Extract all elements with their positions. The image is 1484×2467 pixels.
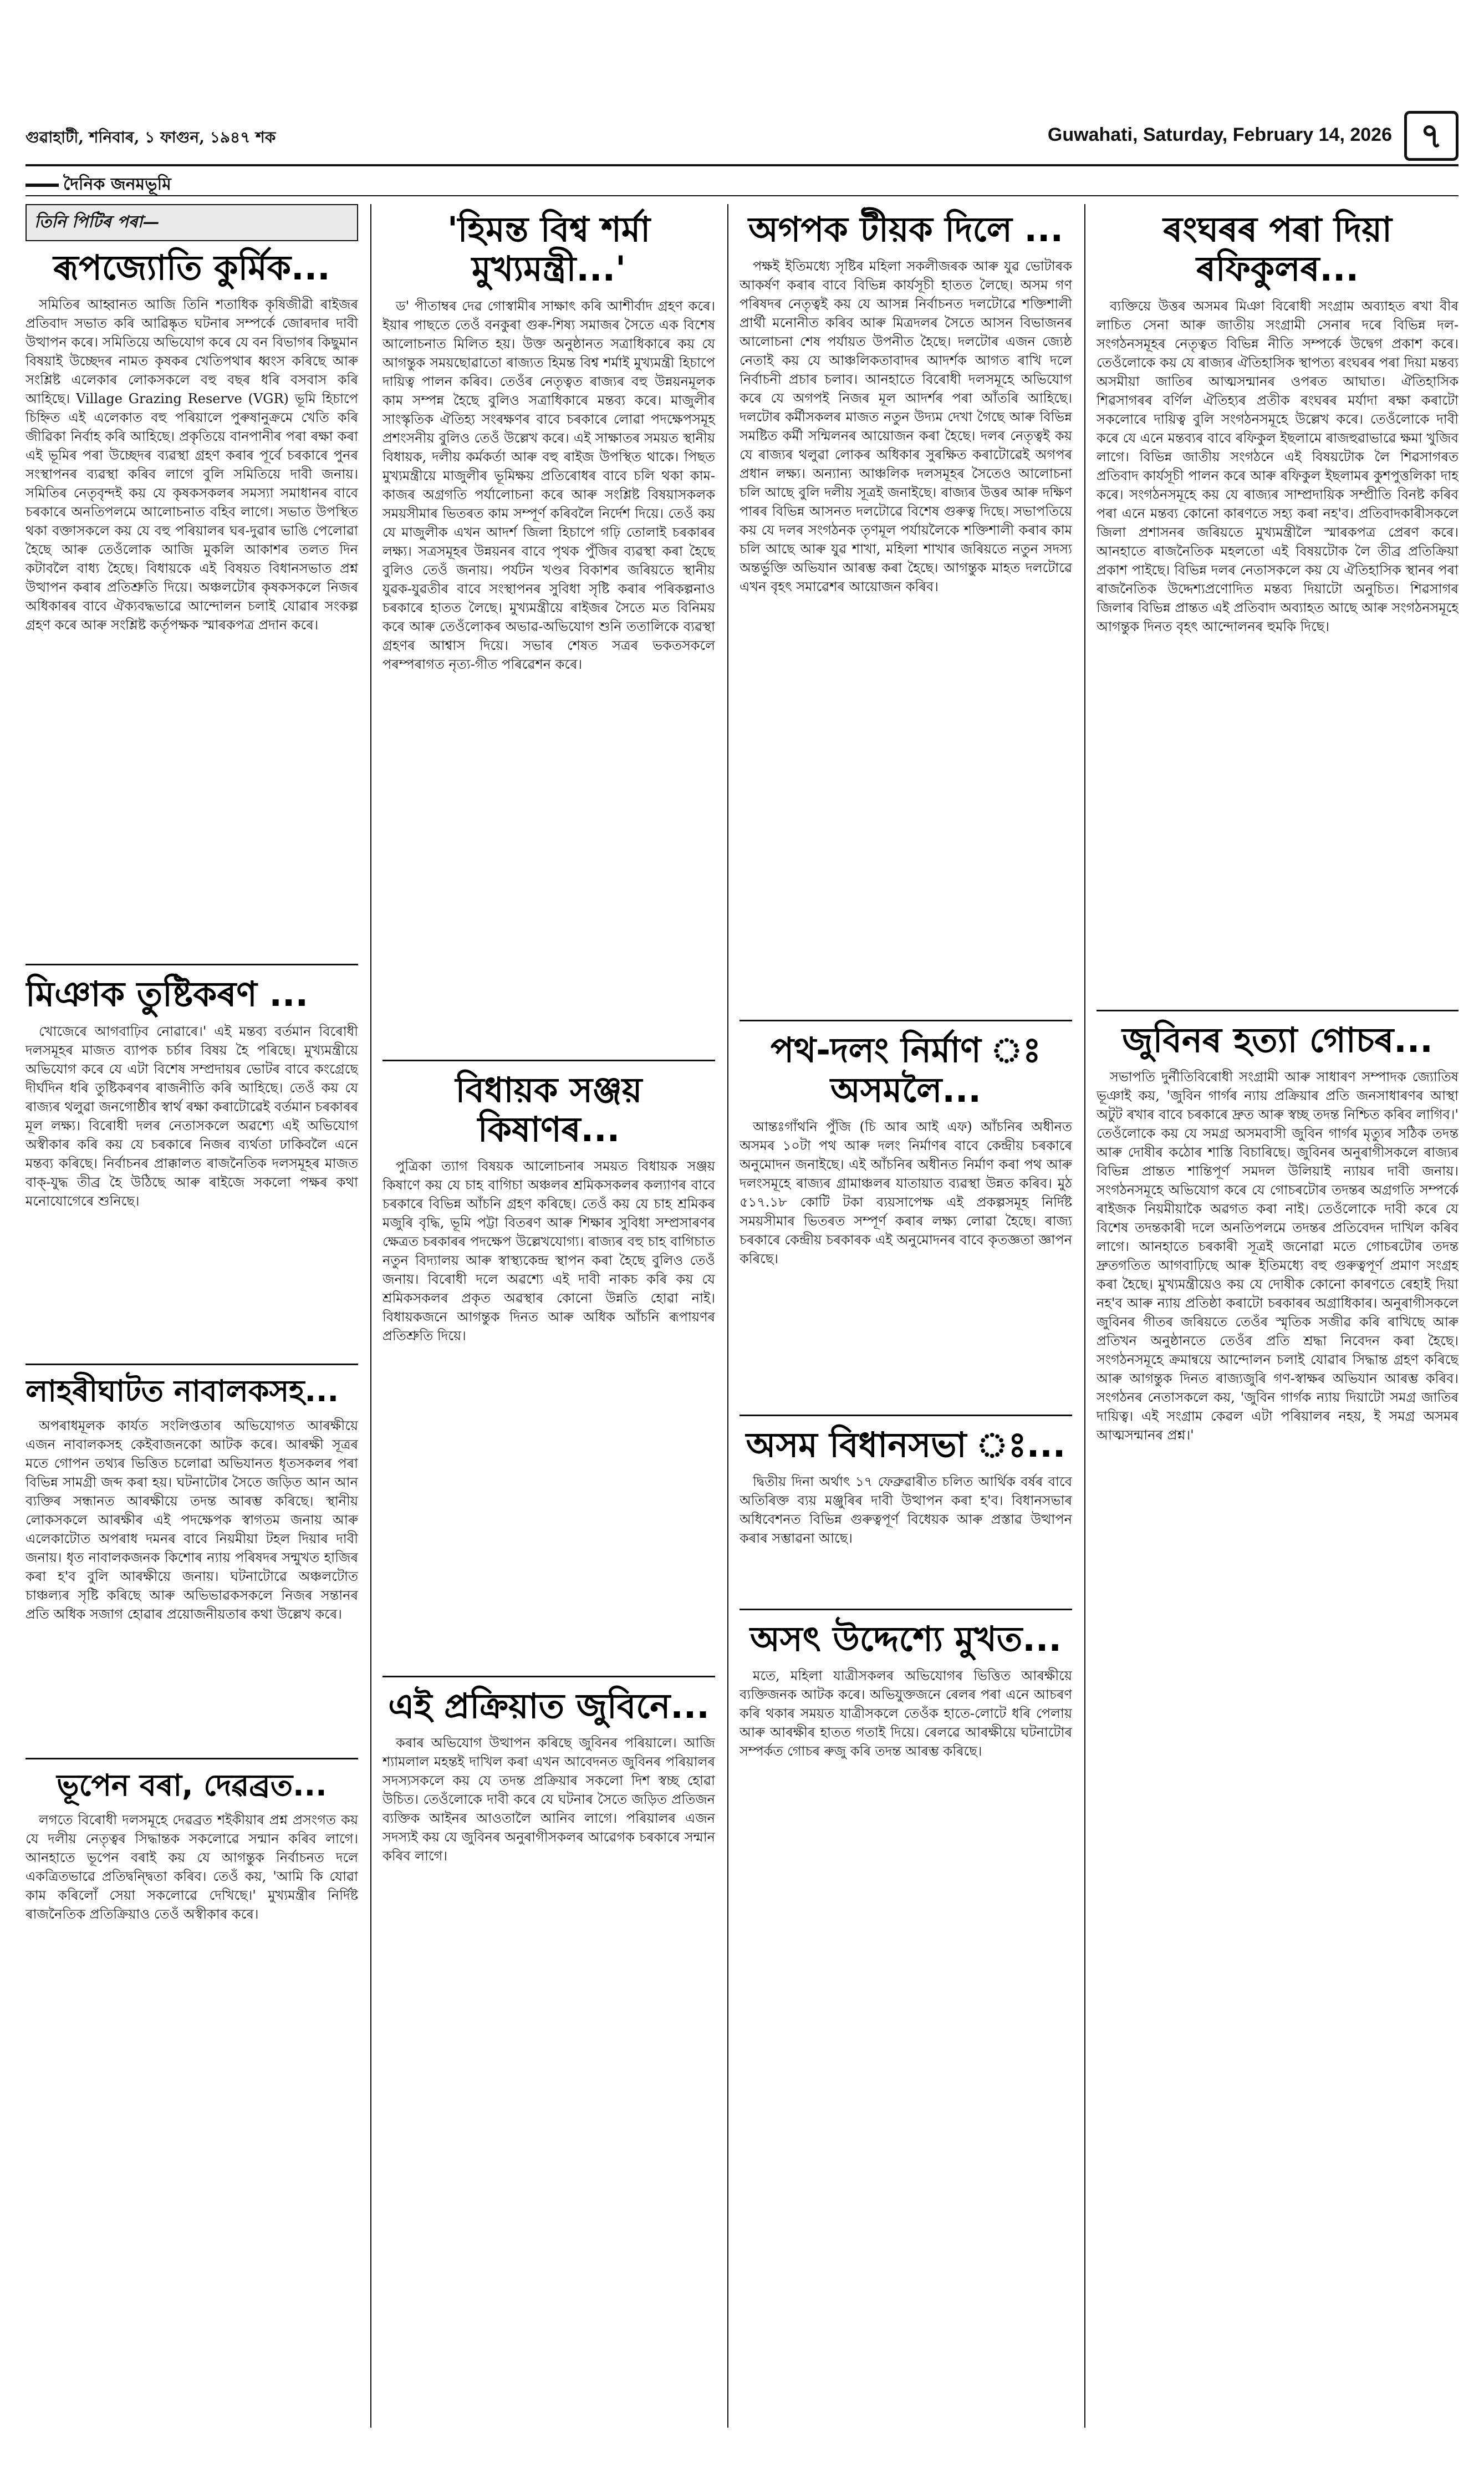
article-divider (383, 1060, 715, 1061)
article-divider (740, 1020, 1072, 1021)
article-body-bhupen-bora (26, 1810, 358, 2027)
article-body-sanjay-kishan (383, 1157, 715, 1667)
article-text: ড' পীতাম্বৰ দেৱ গোস্বামীৰ সাক্ষাৎ কৰি আশীৰ্বাদ গ্ৰহণ কৰে। ইয়াৰ পাছতে তেওঁ বনকুৰা গুৰু-শিষ্য সমাজৰ সৈতে এক বিশেষ আলোচনাত মিলিত হয়। উক্ত অনুষ্ঠানত সত্ৰাধিকাৰে কয় যে আগন্তুক সময়ছোৱাতো ৰাজ্যত হিমন্ত বিশ্ব শৰ্মাই মুখ্যমন্ত্ৰী হিচাপে দায়িত্ব পালন কৰিব। তেওঁৰ নেতৃত্বত ৰাজ্যৰ বহু উন্নয়নমূলক কাম সম্পন্ন হৈছে বুলিও সত্ৰাধিকাৰে মন্তব্য কৰে। মাজুলীৰ সাংস্কৃতিক ঐতিহ্য সংৰক্ষণৰ বাবে চৰকাৰে লোৱা পদক্ষেপসমূহ প্ৰশংসনীয় বুলিও তেওঁ উল্লেখ কৰে। এই সাক্ষাতৰ সময়ত স্থানীয় বিধায়ক, দলীয় কৰ্মকৰ্তা আৰু বহু ৰাইজ উপস্থিত থাকে। পিছত মুখ্যমন্ত্ৰীয়ে মাজুলীৰ ভূমিক্ষয় প্ৰতিৰোধৰ বাবে চলি থকা কাম-কাজৰ অগ্ৰগতি পৰ্যালোচনা কৰে আৰু সংশ্লিষ্ট বিষয়াসকলক সময়সীমাৰ ভিতৰত কাম সম্পূৰ্ণ কৰিবলৈ নিৰ্দেশ দিয়ে। তেওঁ কয় যে মাজুলীক এখন আদৰ্শ জিলা হিচাপে গঢ়ি তোলাই চৰকাৰৰ লক্ষ্য। সত্ৰসমূহৰ উন্নয়নৰ বাবে পৃথক পুঁজিৰ ব্যৱস্থা কৰা হৈছে বুলিও তেওঁ জনায়। পৰ্যটন খণ্ডৰ বিকাশৰ জৰিয়তে স্থানীয় যুৱক-যুৱতীৰ বাবে সংস্থাপনৰ সুবিধা সৃষ্টি কৰাৰ পৰিকল্পনাও চৰকাৰে হাতত লৈছে। মুখ্যমন্ত্ৰীয়ে ৰাইজৰ সৈতে মত বিনিময় কৰে আৰু তেওঁলোকৰ অভাৱ-অভিযোগ শুনি ততালিকে ব্যৱস্থা গ্ৰহণৰ আশ্বাস দিয়ে। সভাৰ শেষত সত্ৰৰ ভকতসকলে পৰম্পৰাগত নৃত্য-গীত পৰিৱেশন কৰে। (383, 298, 715, 672)
article-body-road-bridge (740, 1117, 1072, 1406)
article-body-himanta (383, 297, 715, 1051)
article-body-kurmi (26, 295, 358, 955)
article-body-lahorighat (26, 1416, 358, 1749)
headline-sanjay-kishan: বিধায়ক সঞ্জয় কিষাণৰ... (455, 1069, 642, 1149)
dateline-left: গুৱাহাটী, শনিবাৰ, ১ ফাগুন, ১৯৪৭ শক (26, 128, 276, 146)
article-text: খোজেৰে আগবাঢ়িব নোৱাৰে।' এই মন্তব্য বৰ্তমান বিৰোধী দলসমূহৰ মাজত ব্যাপক চৰ্চাৰ বিষয় হৈ পৰিছে। মুখ্যমন্ত্ৰীয়ে অভিযোগ কৰে যে এটা বিশেষ সম্প্ৰদায়ৰ ভোটৰ বাবে কংগ্ৰেছে দীৰ্ঘদিন ধৰি তুষ্টিকৰণৰ ৰাজনীতি কৰি আহিছে। তেওঁ কয় যে ৰাজ্যৰ থলুৱা জনগোষ্ঠীৰ স্বাৰ্থ ৰক্ষা কৰাটোৱেই বৰ্তমান চৰকাৰৰ মূল লক্ষ্য। বিৰোধী দলৰ নেতাসকলে অৱশ্যে এই অভিযোগ অস্বীকাৰ কৰি কয় যে চৰকাৰে নিজৰ ব্যৰ্থতা ঢাকিবলৈ এনে মন্তব্য কৰিছে। নিৰ্বাচনৰ প্ৰাক্কালত ৰাজনৈতিক দলসমূহৰ মাজত বাক্-যুদ্ধ তীব্ৰ হৈ উঠিছে আৰু ৰাইজে সকলো পক্ষৰ কথা মনোযোগেৰে শুনিছে। (26, 1023, 358, 1209)
article-divider (1097, 1010, 1458, 1011)
article-text: লগতে বিৰোধী দলসমূহে দেৱব্ৰত শইকীয়াৰ প্ৰশ্ন প্ৰসংগত কয় যে দলীয় নেতৃত্বৰ সিদ্ধান্তক সকলোৱে সন্মান কৰিব লাগে। আনহাতে ভূপেন বৰাই কয় যে আগন্তুক নিৰ্বাচনত দলে একত্ৰিতভাৱে প্ৰতিদ্বন্দ্বিতা কৰিব। তেওঁ কয়, 'আমি কি যোৱা কাম কৰিলোঁ সেয়া সকলোৱে দেখিছে।' মুখ্যমন্ত্ৰীৰ নিৰ্দিষ্ট ৰাজনৈতিক প্ৰতিক্ৰিয়াও তেওঁ অস্বীকাৰ কৰে। (26, 1812, 358, 1922)
article-text: অপৰাধমূলক কাৰ্যত সংলিপ্ততাৰ অভিযোগত আৰক্ষীয়ে এজন নাবালকসহ কেইবাজনকো আটক কৰে। আৰক্ষী সূত্ৰৰ মতে গোপন তথ্যৰ ভিত্তিত চলোৱা অভিযানত ধৃতসকলৰ পৰা বিভিন্ন সামগ্ৰী জব্দ কৰা হয়। ঘটনাটোৰ সৈতে জড়িত আন আন ব্যক্তিৰ সন্ধানত আৰক্ষীয়ে তদন্ত আৰম্ভ কৰিছে। স্থানীয় লোকসকলে আৰক্ষীৰ এই পদক্ষেপক স্বাগতম জনায় আৰু এলেকাটোত অপৰাধ দমনৰ বাবে নিয়মীয়া টহল দিয়াৰ দাবী জনায়। ধৃত নাবালকজনক কিশোৰ ন্যায় পৰিষদৰ সন্মুখত হাজিৰ কৰা হ'ব বুলি আৰক্ষীয়ে জনায়। ঘটনাটোৱে অঞ্চলটোত চাঞ্চল্যৰ সৃষ্টি কৰিছে আৰু অভিভাৱকসকলে নিজৰ সন্তানৰ প্ৰতি অধিক সজাগ হোৱাৰ প্ৰয়োজনীয়তাৰ কথা উল্লেখ কৰে। (26, 1417, 358, 1622)
headline-assembly: অসম বিধানসভা ঃ... (746, 1424, 1066, 1465)
column-3 (740, 204, 1072, 2428)
article-body-rafiqul (1097, 297, 1458, 1001)
headline-bhupen-bora: ভূপেন বৰা, দেৱব্ৰত... (57, 1767, 327, 1803)
headline-himanta: 'হিমন্ত বিশ্ব শৰ্মা মুখ্যমন্ত্ৰী...' (447, 209, 651, 289)
article-text: কৰাৰ অভিযোগ উত্থাপন কৰিছে জুবিনৰ পৰিয়ালে। আজি শ্যামলাল মহন্তই দাখিল কৰা এখন আবেদনত জুবিনৰ পৰিয়ালৰ সদস্যসকলে কয় যে তদন্ত প্ৰক্ৰিয়াৰ সকলো দিশ স্বচ্ছ হোৱা উচিত। তেওঁলোকে দাবী কৰে যে ঘটনাৰ সৈতে জড়িত প্ৰতিজন ব্যক্তিক আইনৰ আওতালৈ আনিব লাগে। পৰিয়ালৰ এজন সদস্যই কয় যে জুবিনৰ অনুৰাগীসকলৰ আৱেগক চৰকাৰে সন্মান কৰিব লাগে। (383, 1735, 715, 1864)
column-divider (727, 204, 728, 2428)
headline-road-bridge: পথ-দলং নিৰ্মাণ ঃ অসমলৈ... (771, 1030, 1041, 1110)
page-number: ৭ (1404, 111, 1458, 161)
article-body-assembly (740, 1472, 1072, 1600)
column-4 (1097, 204, 1458, 2428)
article-text: পুত্ৰিকা ত্যাগ বিষয়ক আলোচনাৰ সময়ত বিধায়ক সঞ্জয় কিষাণে কয় যে চাহ বাগিচা অঞ্চলৰ শ্ৰমিকসকলৰ কল্যাণৰ বাবে চৰকাৰে বিভিন্ন আঁচনি গ্ৰহণ কৰিছে। তেওঁ কয় যে চাহ শ্ৰমিকৰ মজুৰি বৃদ্ধি, ভূমি পট্টা বিতৰণ আৰু শিক্ষাৰ সুবিধা সম্প্ৰসাৰণৰ ক্ষেত্ৰত চৰকাৰৰ পদক্ষেপ উল্লেখযোগ্য। ৰাজ্যৰ বহু চাহ বাগিচাত নতুন বিদ্যালয় আৰু স্বাস্থ্যকেন্দ্ৰ স্থাপন কৰা হৈছে বুলিও তেওঁ জনায়। বিৰোধী দলে অৱশ্যে এই দাবী নাকচ কৰি কয় যে শ্ৰমিকসকলৰ প্ৰকৃত অৱস্থাৰ কোনো উন্নতি হোৱা নাই। বিধায়কজনে আগন্তুক দিনত আৰু অধিক আঁচনি ৰূপায়ণৰ প্ৰতিশ্ৰুতি দিয়ে। (383, 1158, 715, 1344)
column-1 (26, 204, 358, 2428)
column-divider (1084, 204, 1085, 2428)
article-body-appeasement (26, 1022, 358, 1355)
masthead-rule (26, 195, 1458, 196)
continued-kicker: তিনি পিটিৰ পৰা— (26, 204, 358, 241)
dateline-right: Guwahati, Saturday, February 14, 2026 (1047, 124, 1392, 145)
header-rule (26, 164, 1458, 166)
page-header (26, 0, 1458, 194)
headline-zubeen-case: জুবিনৰ হত্যা গোচৰ... (1122, 1019, 1433, 1060)
article-body-zubeen-case (1097, 1067, 1458, 1661)
masthead-bar (26, 184, 59, 187)
article-divider (740, 1609, 1072, 1610)
article-text: দ্বিতীয় দিনা অৰ্থাৎ ১৭ ফেব্ৰুৱাৰীত চলিত আৰ্থিক বৰ্ষৰ বাবে অতিৰিক্ত ব্যয় মঞ্জুৰিৰ দাবী উত্থাপন কৰা হ'ব। বিধানসভাৰ অধিবেশনত বিভিন্ন গুৰুত্বপূৰ্ণ বিধেয়ক আৰু প্ৰস্তাৱ উত্থাপন কৰাৰ সম্ভাৱনা আছে। (740, 1474, 1072, 1547)
article-body-ill-intent (740, 1666, 1072, 1855)
article-text: মতে, মহিলা যাত্ৰীসকলৰ অভিযোগৰ ভিত্তিত আৰক্ষীয়ে ব্যক্তিজনক আটক কৰে। অভিযুক্তজনে ৰেলৰ পৰা এনে আচৰণ কৰি থকাৰ সময়ত যাত্ৰীসকলে তেওঁক হাতে-লোটে ধৰি পেলায় আৰু আৰক্ষীৰ হাতত গতাই দিয়ে। ৰেলৱে আৰক্ষীয়ে ঘটনাটোৰ সম্পৰ্কত গোচৰ ৰুজু কৰি তদন্ত আৰম্ভ কৰিছে। (740, 1668, 1072, 1759)
article-divider (383, 1676, 715, 1677)
article-text: সভাপতি দুৰ্নীতিবিৰোধী সংগ্ৰামী আৰু সাধাৰণ সম্পাদক জ্যোতিষ ভূঞাই কয়, 'জুবিন গাৰ্গৰ ন্যায় প্ৰক্ৰিয়াৰ প্ৰতি জনসাধাৰণৰ আস্থা অটুট ৰখাৰ বাবে চৰকাৰে দ্ৰুত আৰু স্বচ্ছ তদন্ত নিশ্চিত কৰিব লাগিব।' তেওঁলোকে কয় যে সমগ্ৰ অসমবাসী জুবিন গাৰ্গৰ মৃত্যুৰ সঠিক তদন্ত আৰু দোষীৰ কঠোৰ শাস্তি বিচাৰিছে। জুবিনৰ অনুৰাগীসকলে ৰাজ্যৰ বিভিন্ন প্ৰান্তত শান্তিপূৰ্ণ সমদল উলিয়াই ন্যায়ৰ দাবী জনায়। সংগঠনসমূহে অভিযোগ কৰে যে গোচৰটোৰ তদন্তৰ অগ্ৰগতি সম্পৰ্কে ৰাইজক নিয়মীয়াকৈ অৱগত কৰা নাই। তেওঁলোকে দাবী কৰে যে বিশেষ তদন্তকাৰী দলে অনতিপলমে তদন্তৰ প্ৰতিবেদন দাখিল কৰিব লাগে। আনহাতে চৰকাৰী সূত্ৰই জনোৱা মতে গোচৰটোৰ তদন্ত দ্ৰুতগতিত আগবাঢ়িছে আৰু ইতিমধ্যে বহু গুৰুত্বপূৰ্ণ প্ৰমাণ সংগ্ৰহ কৰা হৈছে। মুখ্যমন্ত্ৰীয়েও কয় যে দোষীক কোনো কাৰণতে ৰেহাই দিয়া নহ'ব আৰু ন্যায় প্ৰতিষ্ঠা কৰাটো চৰকাৰৰ অগ্ৰাধিকাৰ। অনুৰাগীসকলে জুবিনৰ গীতৰ জৰিয়তে তেওঁৰ স্মৃতিক সজীৱ কৰি ৰাখিছে আৰু প্ৰতিখন অনুষ্ঠানতে তেওঁৰ প্ৰতি শ্ৰদ্ধা নিবেদন কৰা হৈছে। সংগঠনসমূহে ক্ৰমান্বয়ে আন্দোলন চলাই যোৱাৰ সিদ্ধান্ত গ্ৰহণ কৰিছে আৰু আগন্তুক দিনত ৰাজ্যজুৰি গণ-স্বাক্ষৰ অভিযান আৰম্ভ কৰিব। সংগঠনৰ নেতাসকলে কয়, 'জুবিন গাৰ্গক ন্যায় দিয়াটো সমগ্ৰ জাতিৰ দায়িত্ব। এই সংগ্ৰাম কেৱল এটা পৰিয়ালৰ নহয়, ই সমগ্ৰ অসমৰ আত্মসন্মানৰ প্ৰশ্ন।' (1097, 1069, 1458, 1443)
article-text: ব্যক্তিয়ে উত্তৰ অসমৰ মিঞা বিৰোধী সংগ্ৰাম অব্যাহত ৰখা বীৰ লাচিত সেনা আৰু জাতীয় সংগ্ৰামী সেনাৰ দৰে বিভিন্ন দল-সংগঠনসমূহৰ নেতৃত্বত বিভিন্ন নীতি সম্পৰ্কে উদ্বেগ প্ৰকাশ কৰে। তেওঁলোকে কয় যে ৰাজ্যৰ ঐতিহাসিক স্থাপত্য ৰংঘৰৰ পৰা দিয়া মন্তব্য অসমীয়া জাতিৰ আত্মসন্মানৰ ওপৰত আঘাত। ঐতিহাসিক শিৱসাগৰৰ বৰ্ণিল ঐতিহ্যৰ প্ৰতীক ৰংঘৰৰ মৰ্যাদা ৰক্ষা কৰাটো সকলোৰে দায়িত্ব বুলি সংগঠনসমূহে উল্লেখ কৰে। তেওঁলোকে দাবী কৰে যে এনে মন্তব্যৰ বাবে ৰফিকুল ইছলামে ৰাজহুৱাভাৱে ক্ষমা খুজিব লাগে। বিভিন্ন জাতীয় সংগঠনে এই বিষয়টোক লৈ শিৱসাগৰত প্ৰতিবাদ কাৰ্যসূচী পালন কৰে আৰু ৰফিকুল ইছলামৰ কুশপুত্তলিকা দাহ কৰে। সংগঠনসমূহে কয় যে ৰাজ্যৰ সাম্প্ৰদায়িক সম্প্ৰীতি বিনষ্ট কৰিব পৰা এনে মন্তব্য কোনো কাৰণতে সহ্য কৰা নহ'ব। প্ৰতিবাদকাৰীসকলে জিলা প্ৰশাসনৰ জৰিয়তে মুখ্যমন্ত্ৰীলৈ স্মাৰকপত্ৰ প্ৰেৰণ কৰে। আনহাতে ৰাজনৈতিক মহলতো এই বিষয়টোক লৈ তীব্ৰ প্ৰতিক্ৰিয়া প্ৰকাশ পাইছে। বিভিন্ন দলৰ নেতাসকলে কয় যে ঐতিহাসিক স্থানৰ পৰা ৰাজনৈতিক উদ্দেশ্যপ্ৰণোদিত মন্তব্য দিয়াটো অনুচিত। শিৱসাগৰ জিলাৰ বিভিন্ন প্ৰান্তত এই প্ৰতিবাদ অব্যাহত আছে আৰু সংগঠনসমূহে আগন্তুক দিনত বৃহৎ আন্দোলনৰ হুমকি দিছে। (1097, 298, 1458, 634)
column-divider (370, 204, 371, 2428)
headline-appeasement: মিঞাক তুষ্টিকৰণ ... (26, 974, 309, 1015)
headline-lahorighat: লাহৰীঘাটত নাবালকসহ... (26, 1373, 339, 1408)
article-text: পক্ষই ইতিমধ্যে সৃষ্টিৰ মহিলা সকলীজৰক আৰু যুৱ ভোটাৰক আকৰ্ষণ কৰাৰ বাবে বিভিন্ন কাৰ্যসূচী হাতত লৈছে। অসম গণ পৰিষদৰ নেতৃত্বই কয় যে আসন্ন নিৰ্বাচনত দলটোৱে শক্তিশালী প্ৰাৰ্থী মনোনীত কৰিব আৰু মিত্ৰদলৰ সৈতে আসন বিভাজনৰ আলোচনা শেষ পৰ্যায়ত উপনীত হৈছে। দলটোৰ এজন জ্যেষ্ঠ নেতাই কয় যে আঞ্চলিকতাবাদৰ আদৰ্শক আগত ৰাখি দলে নিৰ্বাচনী প্ৰচাৰ চলাব। আনহাতে বিৰোধী দলসমূহে অভিযোগ কৰে যে অগপই নিজৰ মূল আদৰ্শৰ পৰা আঁতৰি আহিছে। দলটোৰ কৰ্মীসকলৰ মাজত নতুন উদ্যম দেখা গৈছে আৰু বিভিন্ন সমষ্টিত কৰ্মী সন্মিলনৰ আয়োজন কৰা হৈছে। দলৰ নেতৃত্বই কয় যে ৰাজ্যৰ থলুৱা লোকৰ অধিকাৰ সুৰক্ষিত কৰাটোৱেই অগপৰ প্ৰধান লক্ষ্য। অন্যান্য আঞ্চলিক দলসমূহৰ সৈতেও আলোচনা চলি আছে বুলি দলীয় সূত্ৰই জনাইছে। ৰাজ্যৰ উত্তৰ আৰু দক্ষিণ পাৰৰ বিভিন্ন আসনত দলটোৱে বিশেষ গুৰুত্ব দিছে। সভাপতিয়ে কয় যে দলৰ সংগঠনক তৃণমূল পৰ্যায়লৈকে শক্তিশালী কৰাৰ কাম চলি আছে আৰু যুৱ শাখা, মহিলা শাখাৰ জৰিয়তে নতুন সদস্য অন্তৰ্ভুক্তি অভিযান আৰম্ভ কৰা হৈছে। আগন্তুক মাহত দলটোৱে এখন বৃহৎ সমাৱেশৰ আয়োজন কৰিব। (740, 258, 1072, 595)
headline-agp: অগপক টীয়ক দিলে ... (748, 209, 1064, 250)
headline-zubeen-process: এই প্ৰক্ৰিয়াত জুবিনে... (388, 1686, 710, 1727)
column-2 (383, 204, 715, 2428)
masthead-title: দৈনিক জনমভূমি (63, 175, 171, 194)
headline-ill-intent: অসৎ উদ্দেশ্যে মুখত... (750, 1619, 1062, 1660)
article-text: সমিতিৰ আহ্বানত আজি তিনি শতাধিক কৃষিজীৱী ৰাইজৰ প্ৰতিবাদ সভাত কৰি আৱিষ্কৃত ঘটনাৰ সম্পৰ্কে জোৰদাৰ দাবী উত্থাপন কৰে। সমিতিয়ে অভিযোগ কৰে যে বন বিভাগৰ কিছুমান বিষয়াই উচ্ছেদৰ নামত কৃষকৰ খেতিপথাৰ ধ্বংস কৰিছে আৰু সংশ্লিষ্ট এলেকাৰ লোকসকলে বহু বছৰ ধৰি বসবাস কৰি আহিছে। Village Grazing Reserve (VGR) ভূমি হিচাপে চিহ্নিত এই এলেকাত বহু পৰিয়ালে পুৰুষানুক্ৰমে খেতি কৰি জীৱিকা নিৰ্বাহ কৰি আহিছে। প্ৰকৃতিয়ে বানপানীৰ পৰা ৰক্ষা কৰা এই ভূমিৰ পৰা উচ্ছেদৰ ব্যৱস্থা গ্ৰহণ কৰাৰ পূৰ্বে চৰকাৰে পুনৰ সংস্থাপনৰ ব্যৱস্থা কৰিব লাগে বুলি সমিতিয়ে দাবী জনায়। সমিতিৰ নেতৃবৃন্দই কয় যে কৃষকসকলৰ সমস্যা সমাধানৰ বাবে চৰকাৰে অনতিপলমে আলোচনাত বহিব লাগে। সভাত উপস্থিত থকা বক্তাসকলে কয় যে বহু পৰিয়ালৰ ঘৰ-দুৱাৰ ভাঙি পেলোৱা হৈছে আৰু তেওঁলোক আজি মুকলি আকাশৰ তলত দিন কটাবলৈ বাধ্য হৈছে। বিধায়কে এই বিষয়ত বিধানসভাত প্ৰশ্ন উত্থাপন কৰাৰ প্ৰতিশ্ৰুতি দিয়ে। অঞ্চলটোৰ কৃষকসকলে নিজৰ অধিকাৰৰ বাবে ঐক্যবদ্ধভাৱে আন্দোলন চলাই যোৱাৰ সংকল্প গ্ৰহণ কৰে আৰু সংশ্লিষ্ট কৰ্তৃপক্ষক স্মাৰকপত্ৰ প্ৰদান কৰে। (26, 297, 358, 633)
article-divider (26, 964, 358, 965)
article-body-agp (740, 257, 1072, 1011)
headline-kurmi: ৰূপজ্যোতি কুৰ্মিক... (53, 247, 330, 288)
article-divider (26, 1364, 358, 1365)
article-divider (740, 1415, 1072, 1416)
headline-rafiqul: ৰংঘৰৰ পৰা দিয়া ৰফিকুলৰ... (1163, 209, 1392, 289)
article-body-zubeen-process (383, 1733, 715, 2066)
article-divider (26, 1758, 358, 1759)
article-text: আন্তঃগাঁথনি পুঁজি (চি আৰ আই এফ) আঁচনিৰ অধীনত অসমৰ ১০টা পথ আৰু দলং নিৰ্মাণৰ বাবে কেন্দ্ৰীয় চৰকাৰে অনুমোদন জনাইছে। এই আঁচনিৰ অধীনত নিৰ্মাণ কৰা পথ আৰু দলংসমূহে ৰাজ্যৰ গ্ৰামাঞ্চলৰ যাতায়াত ব্যৱস্থা উন্নত কৰিব। মুঠ ৫১৭.১৮ কোটি টকা ব্যয়সাপেক্ষ এই প্ৰকল্পসমূহ নিৰ্দিষ্ট সময়সীমাৰ ভিতৰত সম্পূৰ্ণ কৰাৰ লক্ষ্য লোৱা হৈছে। ৰাজ্য চৰকাৰে কেন্দ্ৰীয় চৰকাৰক এই অনুমোদনৰ বাবে কৃতজ্ঞতা জ্ঞাপন কৰিছে। (740, 1118, 1072, 1266)
